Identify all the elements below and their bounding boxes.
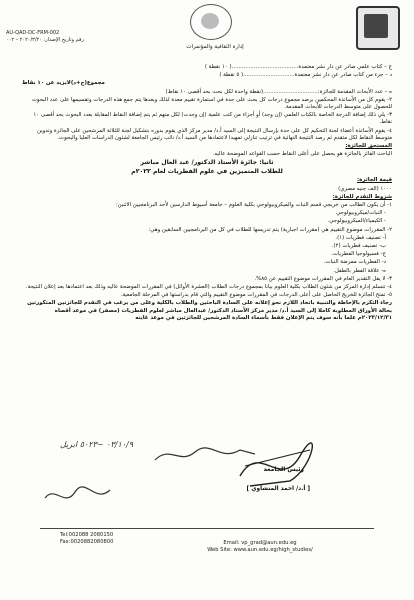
line-d: د – جزء من كتاب صادر عن دار نشر معتمدة..............................( ٥ نقطة ) bbox=[219, 72, 392, 79]
document-body bbox=[22, 64, 392, 323]
university-logo-icon bbox=[356, 6, 400, 50]
rule-1: ١- أن يكون الطالب من خريجي قسم النبات والميكروبيولوجي بكلية العلوم – جامعة أسيوط الدارسين لأحد البرنامجيين الاثنين: bbox=[115, 202, 392, 209]
letterhead bbox=[0, 0, 414, 58]
course-3: ج- فسيولوجيا الفطريات. bbox=[331, 251, 386, 258]
footer-fax: Fax:0020882080800 bbox=[60, 539, 114, 545]
handwritten-date: ٠٣/١٠/٩ ~٥٠٢٣ ابريل bbox=[60, 440, 134, 449]
logo-tower-icon bbox=[364, 14, 388, 38]
signature-area bbox=[0, 440, 414, 530]
closing-paragraph: رجاء التكرم بالإحاطة والتنبية باتخاذ اللازم نحو إعلانه على السادة الباحثين والطلاب بالكلية وعلى من يرغب في التقدم للجائزتين المتكورتين بحالة الأوراق المطلوبة كاملا إلى السيد أ.د/ مدير مركز الأستاذ الدكتور/ عبدالعال مباشر لعلوم الفطريات (مصفر) في موعد أقصاه ٢٠٢٣/١٢/٣١م علما بأنه سوف يتم الإعلان فقط بأسماء السادة المرشحين للجائزتين في موعد غايته bbox=[27, 300, 392, 321]
footer-contact-block bbox=[160, 540, 360, 554]
line-total: مجموع(ج+د)لايزيد عن ١٠ نقاط bbox=[22, 80, 105, 87]
course-1: أ- تصنيف فطريات (١). bbox=[335, 234, 386, 241]
line-c: ج – كتاب علمي صادر عن دار نشر معتمدة.......................................( ١٠ نقطة ) bbox=[204, 64, 392, 70]
winner-heading: المستحق للجائزة: bbox=[345, 143, 392, 150]
para-3: ٤- يقوم الأساتذة أعضاء لجنة التحكيم كل على حدة بإرسال النتيجة إلى السيد أ.د/ مدير مركز الذي يقوم بدوره بتشكيل لجنة للثلاثة المرشحين على الجائزة وتدوين متوسط النقاط لكل متقدم ثم رصد النتيجة النهائية في ترتيب تنازلي تمهيدا لاعتمادها من السيد أ.د/ نائب رئيس الجامعة لشئون الدراسات العليا والبحوث. bbox=[37, 127, 392, 141]
handwritten-signature-icon bbox=[40, 480, 120, 510]
prize-value-heading: قيمة الجائزة: bbox=[357, 177, 392, 184]
rule-1b: - الكيمياء/الميكروبيولوجي. bbox=[327, 218, 386, 225]
rule-4: ٤- تتسلم إدارة المركز من شئون الطلاب بكلية العلوم بيانا بمجموع درجات الطلاب (العشرة الأوائل) في المقررات الموضحة عاليه وذلك بعد اعتمادها بعد إعلان النتيجة. bbox=[25, 284, 392, 291]
prize-value: ١٠٠٠ (الف جنيه مصري) bbox=[338, 185, 392, 192]
doc-issue: رقم وتاريخ الإصدار: ٢٠٢٠/٣/٢٠ – ٠٠٢ bbox=[6, 37, 84, 43]
prize-title-1: ثانيا: جائزة الأستاذ الدكتور/ عبد العال مباشر bbox=[140, 159, 274, 167]
doc-code-block bbox=[6, 30, 84, 44]
winner-text: الباحث الفائز بالجائزة هو يحصل على أعلى النقاط حسب القواعد الموضحة عاليه. bbox=[212, 151, 392, 158]
rule-3: ٣- لا يقل التقدير العام في المقررات موضوع التقييم عن ٨٥%. bbox=[254, 275, 392, 282]
rule-1a: - النبات/ميكروبيولوجي bbox=[336, 210, 386, 217]
para-2: ٣- يلي ذلك إضافة الدرجة الخاصة بالكتاب العلمي (إن وجد) أو أجزاء من كتب علمية (إن وجدت) لكل منهم ثم يتم إضافة النقاط المقابلة بعدد البحوث بحد أقصى ١٠ نقاط. bbox=[33, 112, 392, 126]
course-2: ب- تصنيف فطريات (٢). bbox=[331, 243, 386, 250]
president-name: [ أ.د/ احمد المنشاوي ] bbox=[246, 486, 310, 492]
doc-code: AU-QAD-DC-FRM-002 bbox=[6, 30, 60, 36]
rule-5: ٥- تمنح الجائزة للخريج الحاصل على أعلى الدرجات في المقررات موضوع التقييم والتي قام بدراستها في المرحلة الجامعية. bbox=[120, 292, 392, 299]
rule-2: ٢- المقررات موضوع التقييم هي (مقررات اجبارية) يتم تدريسها للطلاب في كل من البرنامجيين السابقين وهي: bbox=[148, 226, 392, 233]
footer-divider bbox=[40, 528, 374, 529]
footer-tel: Tel:002088 2080150 bbox=[60, 532, 114, 538]
center-emblem-icon bbox=[190, 4, 232, 40]
footer-phone-block bbox=[60, 532, 113, 546]
department-name: إدارة الثقافية والمؤتمرات bbox=[186, 44, 244, 50]
para-1: ٢- يقوم كل من الأساتذة المحكمين برصد مجموع درجات كل بحث على حدة في استمارة تقييم معدة لذلك وبعدها يتم جمع هذه الدرجات وتقسيمها على عدد البحوث للحصول على متوسط الدرجات للأبحاث المقدمة. bbox=[31, 96, 392, 111]
course-4: د- الفطريات ممرضة النبات. bbox=[323, 259, 386, 266]
line-e: ه – عدد الأبحاث المقدمة للجائزة:................................(نقطة واحدة لكل بحث بحد أقصى ١٠ نقاط) bbox=[165, 88, 392, 95]
prize-title-2: للطلاب المتميزين في علوم الفطريات لعام ٢٠٢٣م bbox=[131, 168, 283, 176]
footer-email: Email: vp_grad@aun.edu.eg bbox=[223, 540, 297, 546]
president-title: رئيس الجامعة bbox=[263, 466, 304, 473]
rules-heading: شروط التقدم للجائزة: bbox=[332, 193, 392, 200]
footer-web: Web Site: www.aun.edu.eg/high_studies/ bbox=[207, 547, 313, 553]
course-5: ه- علاقة الفطر بالطفل. bbox=[333, 267, 386, 274]
